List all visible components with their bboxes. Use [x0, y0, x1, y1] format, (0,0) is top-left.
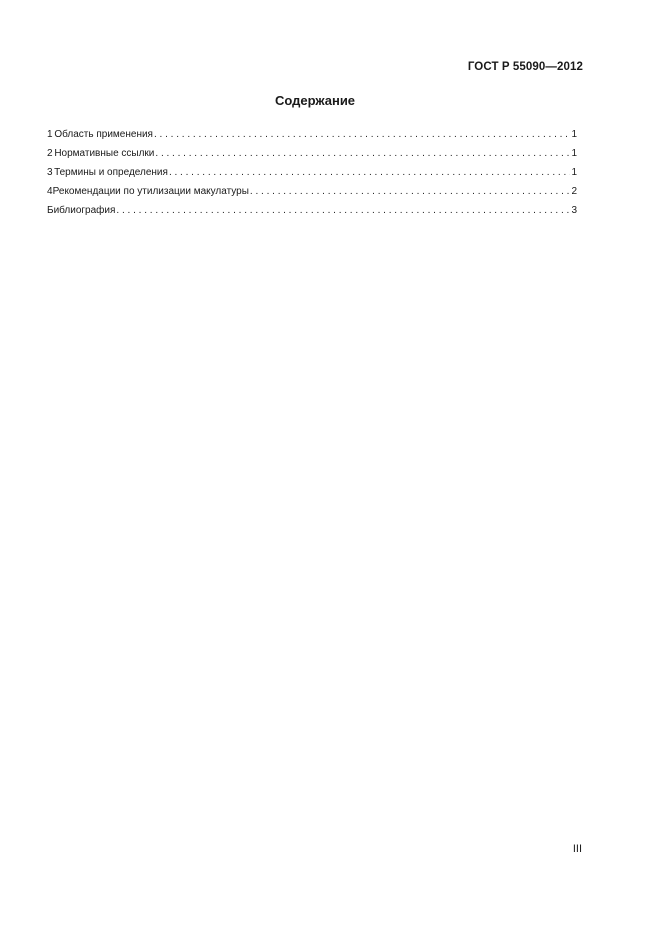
- toc-entry-label: Область применения: [54, 129, 153, 140]
- toc-dot-leader: [169, 163, 571, 182]
- toc-title: Содержание: [274, 93, 356, 108]
- toc-entry-label: Нормативные ссылки: [54, 148, 155, 159]
- toc-dot-leader: [250, 182, 571, 201]
- toc-entry-page: 3: [571, 205, 577, 216]
- toc-entry-number: 2: [47, 148, 53, 159]
- table-of-contents: [47, 125, 577, 220]
- toc-entry-page: 2: [571, 186, 577, 197]
- toc-entry-page: 1: [571, 129, 577, 140]
- toc-entry[interactable]: [47, 163, 577, 182]
- toc-entry[interactable]: [47, 125, 577, 144]
- toc-entry-number: 1: [47, 129, 53, 140]
- toc-entry-label: Библиография: [47, 205, 116, 216]
- toc-entry-page: 1: [571, 167, 577, 178]
- document-code: ГОСТ Р 55090—2012: [467, 61, 583, 73]
- toc-entry-page: 1: [571, 148, 577, 159]
- toc-dot-leader: [155, 144, 570, 163]
- toc-entry[interactable]: [47, 201, 577, 220]
- toc-dot-leader: [116, 201, 570, 220]
- toc-entry-number: 4: [47, 186, 53, 197]
- toc-entry[interactable]: [47, 144, 577, 163]
- toc-entry-label: Рекомендации по утилизации макулатуры: [52, 186, 249, 197]
- toc-dot-leader: [154, 125, 570, 144]
- toc-entry-label: Термины и определения: [54, 167, 168, 178]
- toc-entry-number: 3: [47, 167, 53, 178]
- page-number: III: [572, 843, 582, 855]
- toc-entry[interactable]: [47, 182, 577, 201]
